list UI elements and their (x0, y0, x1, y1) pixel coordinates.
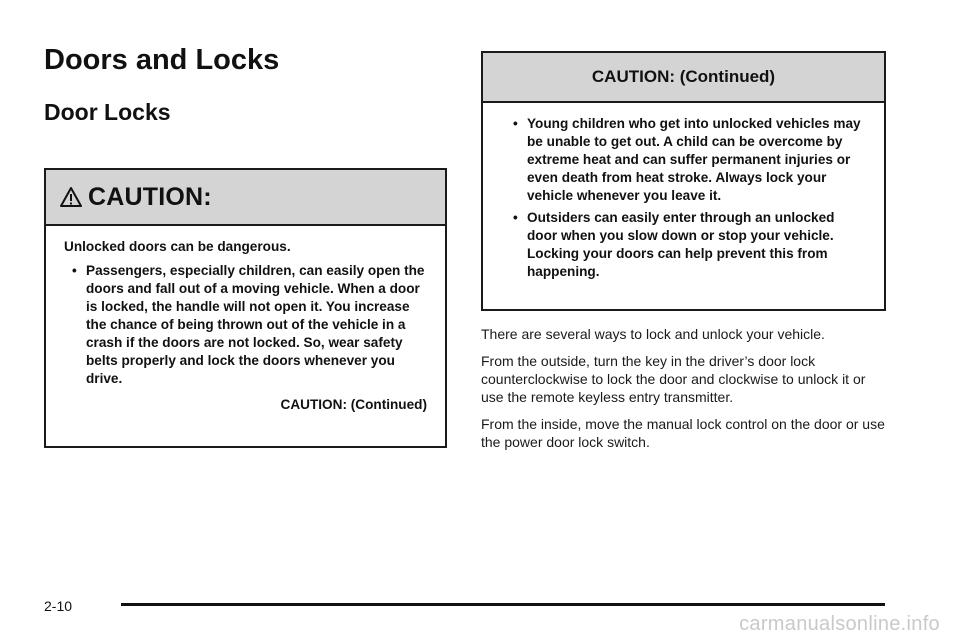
paragraph: There are several ways to lock and unlock your vehicle. (481, 326, 825, 342)
page-heading: Doors and Locks (44, 44, 280, 76)
watermark: carmanualsonline.info (739, 613, 940, 635)
list-item (64, 262, 427, 388)
caution-box (44, 168, 447, 448)
caution-body-continued (483, 103, 884, 281)
footer-rule (121, 603, 885, 606)
paragraph: From the inside, move the manual lock control on the door or use the power door lock switch. (481, 416, 885, 450)
bullet-text: Young children who get into unlocked vehicles may be unable to get out. A child can be overcome by extreme heat and can suffer permanent injuries or even death from heat stroke. Always lock your vehicle whenever you leave it. (527, 116, 861, 203)
bullet-text: Passengers, especially children, can easily open the doors and fall out of a moving vehicle. When a door is locked, the handle will not open it. You increase the chance of being thrown out of the vehicle in a crash if the doors are not locked. So, wear safety belts properly and lock the doors whenever you drive. (86, 263, 425, 386)
caution-continued-note: CAUTION: (Continued) (280, 397, 427, 412)
caution-header-continued (483, 53, 884, 103)
caution-intro: Unlocked doors can be dangerous. (64, 239, 291, 254)
bullet-icon: • (513, 116, 518, 131)
section-heading: Door Locks (44, 99, 171, 125)
body-text (481, 325, 886, 451)
paragraph: From the outside, turn the key in the driver’s door lock counterclockwise to lock the door and clockwise to unlock it or use the remote keyless entry transmitter. (481, 353, 866, 405)
caution-body (46, 226, 445, 414)
page-number: 2-10 (44, 598, 73, 614)
right-column (481, 51, 886, 460)
caution-title: CAUTION: (88, 182, 212, 211)
list-item (505, 115, 866, 205)
list-item (505, 209, 866, 281)
bullet-icon: • (513, 210, 518, 225)
warning-triangle-icon (60, 186, 82, 208)
bullet-text: Outsiders can easily enter through an unlocked door when you slow down or stop your vehicle. Locking your doors can help prevent this from happening. (527, 210, 835, 279)
caution-header (46, 170, 445, 226)
caution-title-continued: CAUTION: (Continued) (591, 67, 776, 86)
left-column (44, 40, 447, 448)
caution-box-continued (481, 51, 886, 311)
bullet-icon: • (72, 263, 77, 278)
